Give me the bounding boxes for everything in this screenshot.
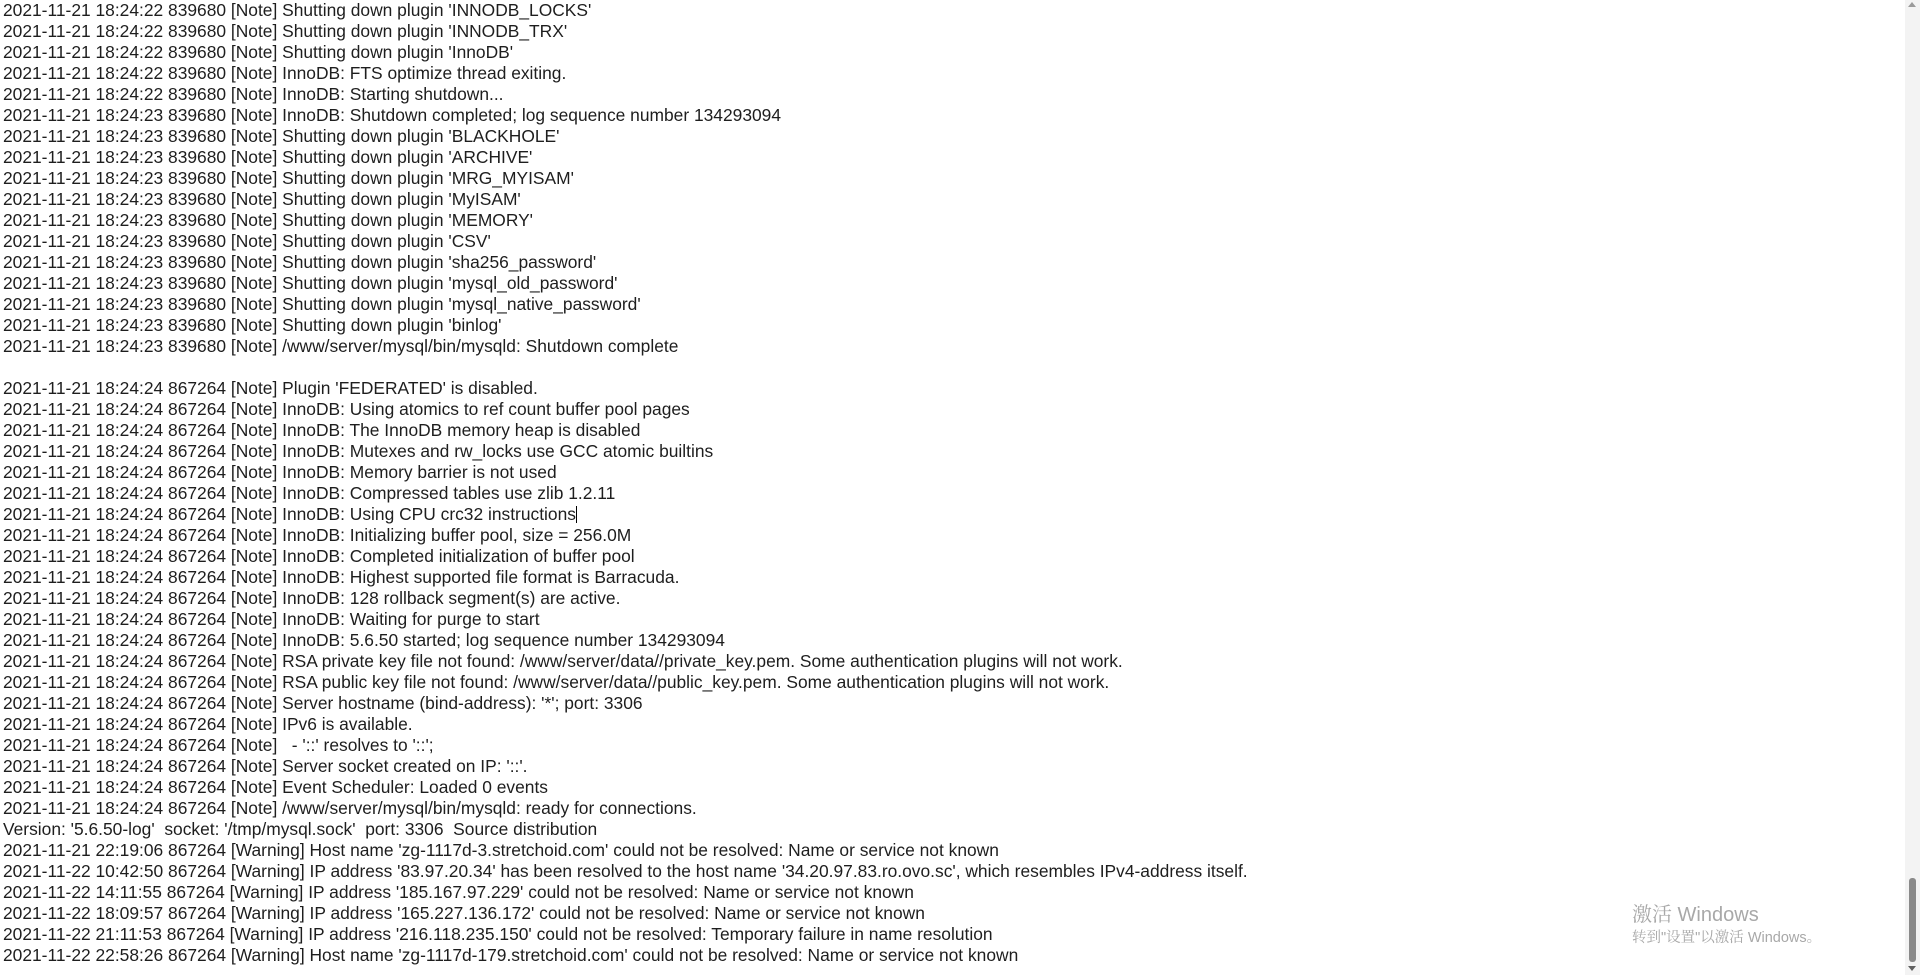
log-line: 2021-11-21 18:24:24 867264 [Note] InnoDB: Memory barrier is not used [3,462,557,482]
log-line: 2021-11-21 18:24:23 839680 [Note] Shutting down plugin 'mysql_native_password' [3,294,641,314]
log-line: 2021-11-21 18:24:24 867264 [Note] Event Scheduler: Loaded 0 events [3,777,548,797]
log-line: 2021-11-21 18:24:23 839680 [Note] Shutting down plugin 'MRG_MYISAM' [3,168,574,188]
log-line: 2021-11-21 18:24:23 839680 [Note] Shutting down plugin 'CSV' [3,231,491,251]
log-line: 2021-11-21 18:24:24 867264 [Note] InnoDB: Completed initialization of buffer pool [3,546,635,566]
log-line: 2021-11-21 18:24:23 839680 [Note] Shutting down plugin 'mysql_old_password' [3,273,618,293]
log-line [3,357,1898,378]
log-line: 2021-11-22 18:09:57 867264 [Warning] IP address '165.227.136.172' could not be resolved: Name or service not known [3,903,925,923]
log-line: 2021-11-21 18:24:24 867264 [Note] - '::' resolves to '::'; [3,735,434,755]
log-line: 2021-11-21 18:24:24 867264 [Note] IPv6 is available. [3,714,413,734]
log-line: 2021-11-21 18:24:24 867264 [Note] InnoDB: Highest supported file format is Barracuda. [3,567,680,587]
text-caret [576,506,577,523]
log-line: 2021-11-21 18:24:24 867264 [Note] InnoDB: The InnoDB memory heap is disabled [3,420,641,440]
log-line: 2021-11-21 18:24:24 867264 [Note] InnoDB: Using atomics to ref count buffer pool pages [3,399,690,419]
windows-activation-watermark [1632,902,1821,948]
log-line: 2021-11-21 18:24:24 867264 [Note] InnoDB: Waiting for purge to start [3,609,540,629]
vertical-scrollbar[interactable] [1905,0,1920,975]
log-line: 2021-11-21 18:24:24 867264 [Note] /www/server/mysql/bin/mysqld: ready for connections. [3,798,697,818]
log-line: 2021-11-21 18:24:23 839680 [Note] Shutting down plugin 'MEMORY' [3,210,533,230]
log-line: 2021-11-22 10:42:50 867264 [Warning] IP address '83.97.20.34' has been resolved to the host name '34.20.97.83.ro.ovo.sc', which resembles IPv4-address itself. [3,861,1248,881]
log-line: 2021-11-21 18:24:23 839680 [Note] Shutting down plugin 'sha256_password' [3,252,597,272]
log-line: 2021-11-21 18:24:24 867264 [Note] InnoDB: Using CPU crc32 instructions [3,504,576,524]
log-line: 2021-11-21 18:24:22 839680 [Note] Shutting down plugin 'INNODB_LOCKS' [3,0,592,20]
log-line: 2021-11-21 22:19:06 867264 [Warning] Host name 'zg-1117d-3.stretchoid.com' could not be resolved: Name or service not known [3,840,999,860]
log-line: 2021-11-21 18:24:23 839680 [Note] InnoDB: Shutdown completed; log sequence number 134293094 [3,105,782,125]
log-line: 2021-11-21 18:24:22 839680 [Note] InnoDB: Starting shutdown... [3,84,504,104]
scrollbar-thumb[interactable] [1909,878,1916,962]
log-line: 2021-11-21 18:24:23 839680 [Note] Shutting down plugin 'BLACKHOLE' [3,126,560,146]
scroll-down-arrow-icon[interactable] [1908,966,1916,971]
log-line: 2021-11-21 18:24:24 867264 [Note] InnoDB: Initializing buffer pool, size = 256.0M [3,525,632,545]
scroll-up-arrow-icon[interactable] [1908,2,1916,7]
log-line: 2021-11-21 18:24:22 839680 [Note] Shutting down plugin 'InnoDB' [3,42,514,62]
log-line: Version: '5.6.50-log' socket: '/tmp/mysql.sock' port: 3306 Source distribution [3,819,598,839]
log-line: 2021-11-21 18:24:23 839680 [Note] Shutting down plugin 'ARCHIVE' [3,147,533,167]
log-line: 2021-11-21 18:24:23 839680 [Note] Shutting down plugin 'MyISAM' [3,189,521,209]
log-line: 2021-11-22 21:11:53 867264 [Warning] IP address '216.118.235.150' could not be resolved: Temporary failure in name resolution [3,924,993,944]
log-line: 2021-11-21 18:24:23 839680 [Note] Shutting down plugin 'binlog' [3,315,502,335]
log-line: 2021-11-21 18:24:24 867264 [Note] InnoDB: Mutexes and rw_locks use GCC atomic builtins [3,441,714,461]
watermark-title: 激活 Windows [1632,904,1759,926]
log-line: 2021-11-21 18:24:24 867264 [Note] Plugin 'FEDERATED' is disabled. [3,378,538,398]
log-line: 2021-11-21 18:24:22 839680 [Note] Shutting down plugin 'INNODB_TRX' [3,21,568,41]
watermark-subtitle: 转到"设置"以激活 Windows。 [1632,930,1822,946]
log-line: 2021-11-22 14:11:55 867264 [Warning] IP address '185.167.97.229' could not be resolved: Name or service not known [3,882,914,902]
log-line: 2021-11-21 18:24:24 867264 [Note] InnoDB: 128 rollback segment(s) are active. [3,588,621,608]
log-text-area[interactable] [3,0,1898,966]
log-line: 2021-11-21 18:24:24 867264 [Note] InnoDB: 5.6.50 started; log sequence number 134293094 [3,630,725,650]
log-line: 2021-11-21 18:24:24 867264 [Note] Server socket created on IP: '::'. [3,756,528,776]
log-line: 2021-11-21 18:24:23 839680 [Note] /www/server/mysql/bin/mysqld: Shutdown complete [3,336,679,356]
log-line: 2021-11-21 18:24:24 867264 [Note] InnoDB: Compressed tables use zlib 1.2.11 [3,483,616,503]
log-line: 2021-11-21 18:24:24 867264 [Note] Server hostname (bind-address): '*'; port: 3306 [3,693,643,713]
log-line: 2021-11-21 18:24:24 867264 [Note] RSA private key file not found: /www/server/data//private_key.pem. Some authentication plugins will not work. [3,651,1123,671]
log-line: 2021-11-21 18:24:24 867264 [Note] RSA public key file not found: /www/server/data//public_key.pem. Some authentication plugins will not work. [3,672,1110,692]
log-line: 2021-11-21 18:24:22 839680 [Note] InnoDB: FTS optimize thread exiting. [3,63,567,83]
log-line: 2021-11-22 22:58:26 867264 [Warning] Host name 'zg-1117d-179.stretchoid.com' could not be resolved: Name or service not known [3,945,1019,965]
